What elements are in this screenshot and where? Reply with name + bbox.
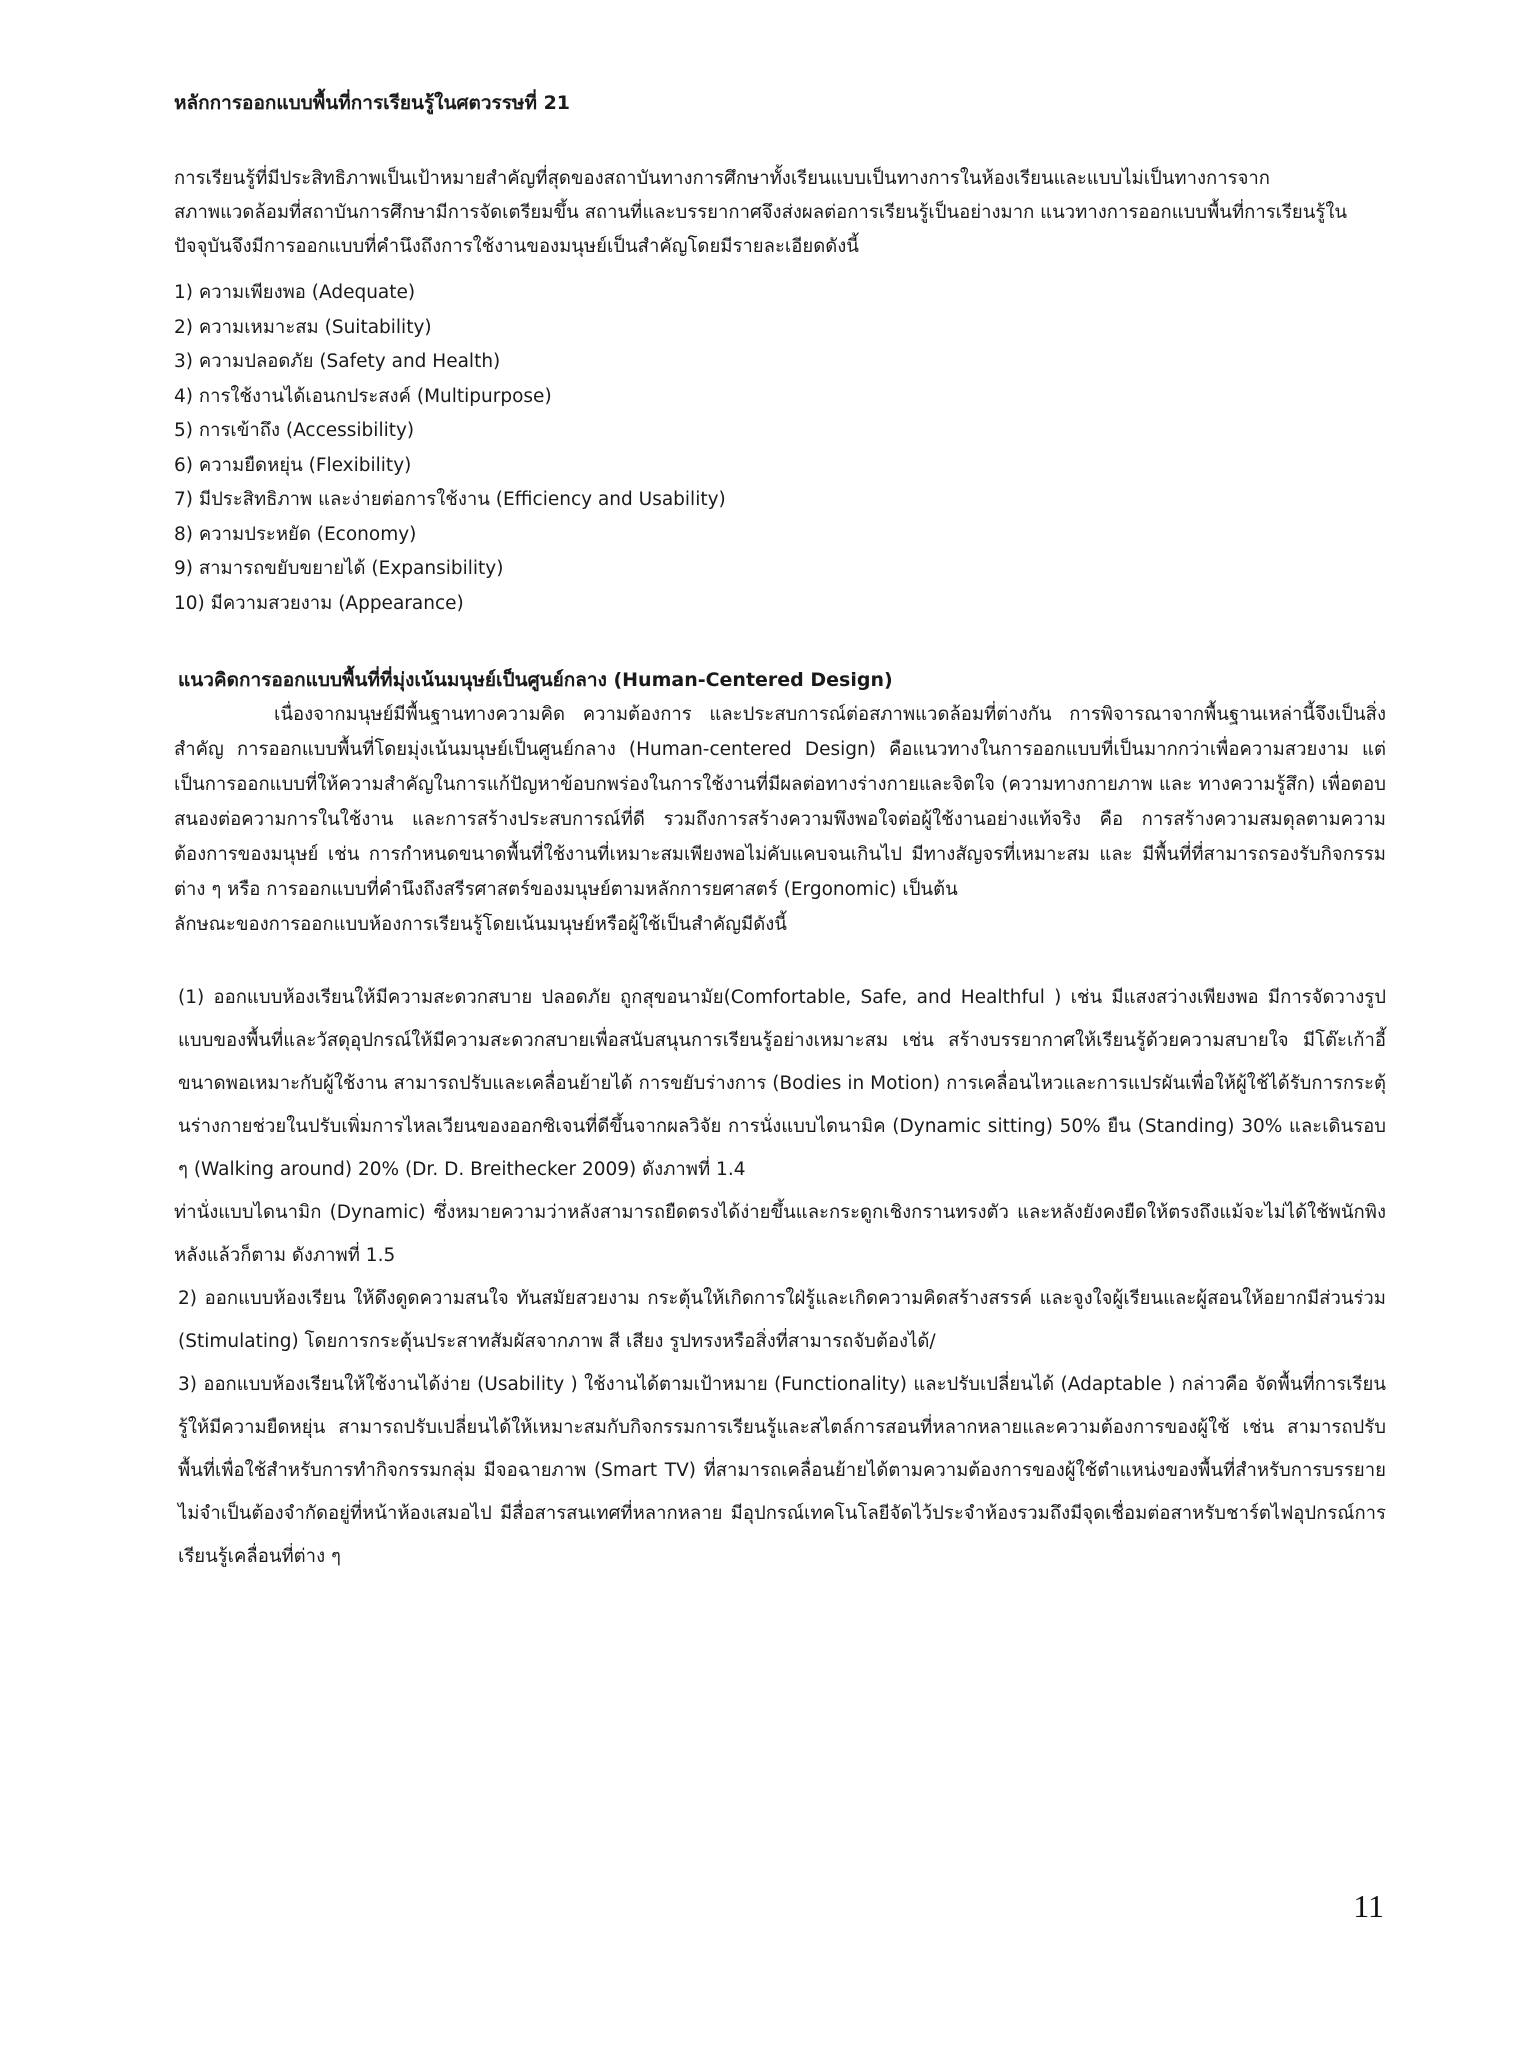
hcd-section xyxy=(174,697,1386,942)
principle-item: 6) ความยืดหยุ่น (Flexibility) xyxy=(174,454,412,476)
principle-item: 9) สามารถขยับขยายได้ (Expansibility) xyxy=(174,558,504,579)
hcd-heading: แนวคิดการออกแบบพื้นที่ที่มุ่งเน้นมนุษย์เป็นศูนย์กลาง (Human-Centered Design) xyxy=(178,669,893,691)
principle-item: 10) มีความสวยงาม (Appearance) xyxy=(174,592,464,614)
feature-2-paragraph: 2) ออกแบบห้องเรียน ให้ดึงดูดความสนใจ ทันสมัยสวยงาม กระตุ้นให้เกิดการใฝ่รู้และเกิดความคิดสร้างสรรค์ และจูงใจผู้เรียนและผู้สอนให้อยากมีส่วนร่วม (Stimulating) โดยการกระตุ้นประสาทสัมผัสจากภาพ สี เสียง รูปทรงหรือสิ่งที่สามารถจับต้องได้/ xyxy=(178,1288,1386,1352)
principle-item: 8) ความประหยัด (Economy) xyxy=(174,523,417,545)
intro-line: การเรียนรู้ที่มีประสิทธิภาพเป็นเป้าหมายสำคัญที่สุดของสถาบันทางการศึกษาทั้งเรียนแบบเป็นทางการในห้องเรียนและแบบไม่เป็นทางการจาก xyxy=(174,168,1270,189)
intro-paragraph xyxy=(174,162,1386,264)
principle-item: 4) การใช้งานได้เอนกประสงค์ (Multipurpose) xyxy=(174,385,552,407)
hcd-characteristics-line: ลักษณะของการออกแบบห้องการเรียนรู้โดยเน้นมนุษย์หรือผู้ใช้เป็นสำคัญมีดังนี้ xyxy=(174,914,787,935)
hcd-paragraph: เนื่องจากมนุษย์มีพื้นฐานทางความคิด ความต้องการ และประสบการณ์ต่อสภาพแวดล้อมที่ต่างกัน การพิจารณาจากพื้นฐานเหล่านี้จึงเป็นสิ่งสำคัญ การออกแบบพื้นที่โดยมุ่งเน้นมนุษย์เป็นศูนย์กลาง (Human-centered Design) คือแนวทางในการออกแบบที่เป็นมากกว่าเพื่อความสวยงาม แต่เป็นการออกแบบที่ให้ความสำคัญในการแก้ปัญหาข้อบกพร่องในการใช้งานที่มีผลต่อทางร่างกายและจิตใจ (ความทางกายภาพ และ ทางความรู้สึก) เพื่อตอบสนองต่อความการในใช้งาน และการสร้างประสบการณ์ที่ดี รวมถึงการสร้างความพึงพอใจต่อผู้ใช้งานอย่างแท้จริง คือ การสร้างความสมดุลตามความต้องการของมนุษย์ เช่น การกำหนดขนาดพื้นที่ใช้งานที่เหมาะสมเพียงพอไม่คับแคบจนเกินไป มีทางสัญจรที่เหมาะสม และ มีพื้นที่ที่สามารถรองรับกิจกรรมต่าง ๆ หรือ การออกแบบที่คำนึงถึงสรีรศาสตร์ของมนุษย์ตามหลักการยศาสตร์ (Ergonomic) เป็นต้น xyxy=(174,704,1386,900)
principle-item: 1) ความเพียงพอ (Adequate) xyxy=(174,282,416,303)
main-heading: หลักการออกแบบพื้นที่การเรียนรู้ในศตวรรษที่ 21 xyxy=(174,92,571,114)
intro-line: สภาพแวดล้อมที่สถาบันการศึกษามีการจัดเตรียมขึ้น สถานที่และบรรยากาศจึงส่งผลต่อการเรียนรู้เป็นอย่างมาก แนวทางการออกแบบพื้นที่การเรียนรู้ใน xyxy=(174,202,1348,223)
principle-item: 2) ความเหมาะสม (Suitability) xyxy=(174,316,432,338)
intro-line: ปัจจุบันจึงมีการออกแบบที่คำนึงถึงการใช้งานของมนุษย์เป็นสำคัญโดยมีรายละเอียดดังนี้ xyxy=(174,236,859,257)
principles-list xyxy=(174,276,1386,621)
principle-item: 3) ความปลอดภัย (Safety and Health) xyxy=(174,351,501,372)
principle-item: 7) มีประสิทธิภาพ และง่ายต่อการใช้งาน (Efficiency and Usability) xyxy=(174,489,726,510)
page-content xyxy=(174,88,1386,1578)
feature-1-paragraph: (1) ออกแบบห้องเรียนให้มีความสะดวกสบาย ปลอดภัย ถูกสุขอนามัย(Comfortable, Safe, and Healthful ) เช่น มีแสงสว่างเพียงพอ มีการจัดวางรูปแบบของพื้นที่และวัสดุอุปกรณ์ให้มีความสะดวกสบายเพื่อสนับสนุนการเรียนรู้อย่างเหมาะสม เช่น สร้างบรรยากาศให้เรียนรู้ด้วยความสบายใจ มีโต๊ะเก้าอี้ขนาดพอเหมาะกับผู้ใช้งาน สามารถปรับและเคลื่อนย้ายได้ การขยับร่างการ (Bodies in Motion) การเคลื่อนไหวและการแปรผันเพื่อให้ผู้ใช้ได้รับการกระตุ้นร่างกายช่วยในปรับเพิ่มการไหลเวียนของออกซิเจนที่ดีขึ้นจากผลวิจัย การนั่งแบบไดนามิค (Dynamic sitting) 50% ยืน (Standing) 30% และเดินรอบ ๆ (Walking around) 20% (Dr. D. Breithecker 2009) ดังภาพที่ 1.4 xyxy=(178,987,1386,1180)
feature-3-paragraph: 3) ออกแบบห้องเรียนให้ใช้งานได้ง่าย (Usability ) ใช้งานได้ตามเป้าหมาย (Functionality) และปรับเปลี่ยนได้ (Adaptable ) กล่าวคือ จัดพื้นที่การเรียนรู้ให้มีความยืดหยุ่น สามารถปรับเปลี่ยนได้ให้เหมาะสมกับกิจกรรมการเรียนรู้และสไตล์การสอนที่หลากหลายและความต้องการของผู้ใช้ เช่น สามารถปรับพื้นที่เพื่อใช้สำหรับการทำกิจกรรมกลุ่ม มีจอฉายภาพ (Smart TV) ที่สามารถเคลื่อนย้ายได้ตามความต้องการของผู้ใช้ตำแหน่งของพื้นที่สำหรับการบรรยายไม่จำเป็นต้องจำกัดอยู่ที่หน้าห้องเสมอไป มีสื่อสารสนเทศที่หลากหลาย มีอุปกรณ์เทคโนโลยีจัดไว้ประจำห้องรวมถึงมีจุดเชื่อมต่อสาหรับชาร์ตไฟอุปกรณ์การเรียนรู้เคลื่อนที่ต่าง ๆ xyxy=(178,1374,1386,1567)
page-number: 11 xyxy=(1353,1888,1384,1924)
principle-item: 5) การเข้าถึง (Accessibility) xyxy=(174,420,415,441)
feature-1-note: ท่านั่งแบบไดนามิก (Dynamic) ซึ่งหมายความว่าหลังสามารถยืดตรงได้ง่ายขึ้นและกระดูกเชิงกรานทรงตัว และหลังยังคงยืดให้ตรงถึงแม้จะไม่ได้ใช้พนักพิงหลังแล้วก็ตาม ดังภาพที่ 1.5 xyxy=(174,1202,1386,1266)
design-features xyxy=(174,976,1386,1578)
